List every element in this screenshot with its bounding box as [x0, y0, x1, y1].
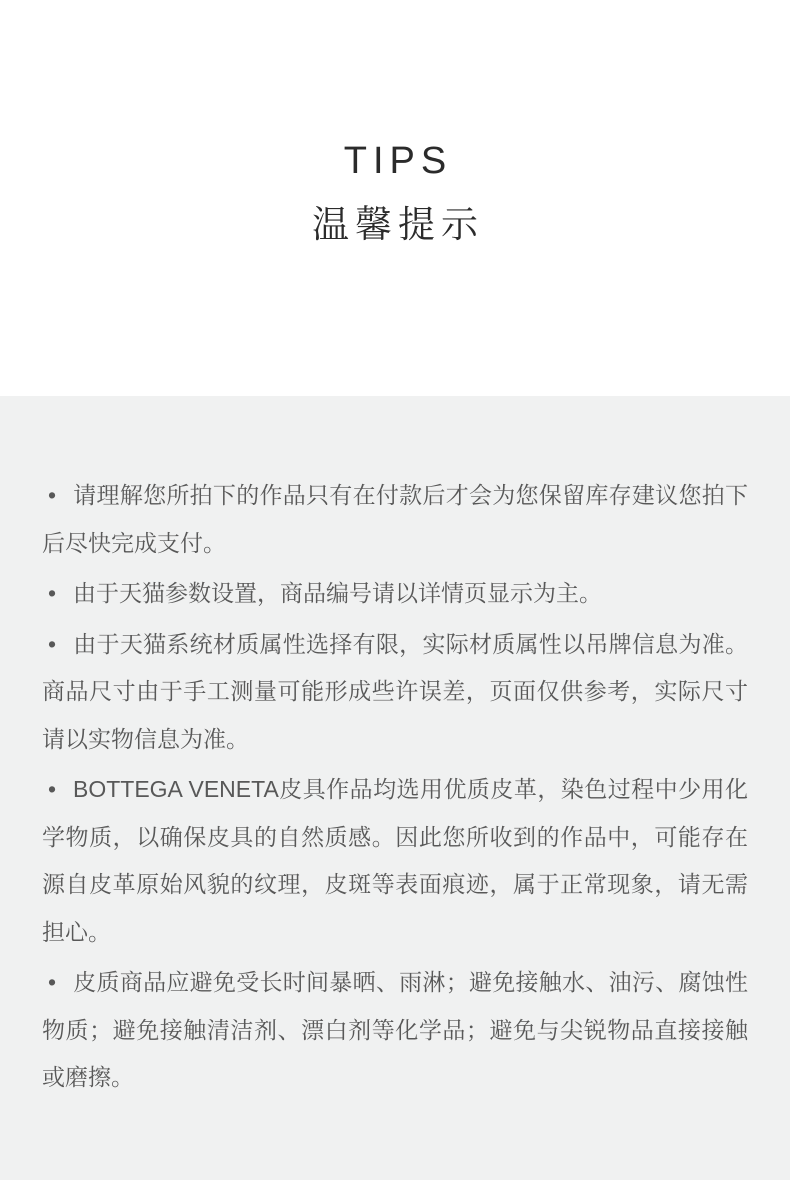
tips-list	[42, 472, 748, 1102]
tip-text: 皮质商品应避免受长时间暴晒、雨淋；避免接触水、油污、腐蚀性物质；避免接触清洁剂、漂白剂等化学品；避免与尖锐物品直接接触或磨擦。	[42, 969, 748, 1090]
bullet-icon: •	[48, 482, 57, 508]
list-item	[42, 472, 748, 567]
list-item	[42, 959, 748, 1102]
tips-panel	[0, 396, 790, 1180]
header	[0, 0, 790, 396]
list-item	[42, 570, 748, 618]
tip-text: 由于天猫参数设置，商品编号请以详情页显示为主。	[73, 580, 602, 606]
list-item	[42, 621, 748, 764]
bullet-icon: •	[48, 969, 57, 995]
footer-strip	[0, 1180, 790, 1186]
page-subtitle: 温馨提示	[312, 204, 484, 245]
tip-text: 由于天猫系统材质属性选择有限，实际材质属性以吊牌信息为准。商品尺寸由于手工测量可能形成些许误差，页面仅供参考，实际尺寸请以实物信息为准。	[42, 630, 748, 752]
list-item	[42, 766, 748, 956]
bullet-icon: •	[48, 580, 57, 606]
bullet-icon: •	[48, 630, 57, 657]
tip-text: BOTTEGA VENETA皮具作品均选用优质皮革，染色过程中少用化学物质，以确保皮具的自然质感。因此您所收到的作品中，可能存在源自皮革原始风貌的纹理，皮斑等表面痕迹，属于正常现象，请无需担心。	[42, 776, 748, 945]
page-title: TIPS	[343, 140, 453, 182]
bullet-icon: •	[48, 776, 57, 802]
tip-text: 请理解您所拍下的作品只有在付款后才会为您保留库存建议您拍下后尽快完成支付。	[42, 482, 748, 556]
